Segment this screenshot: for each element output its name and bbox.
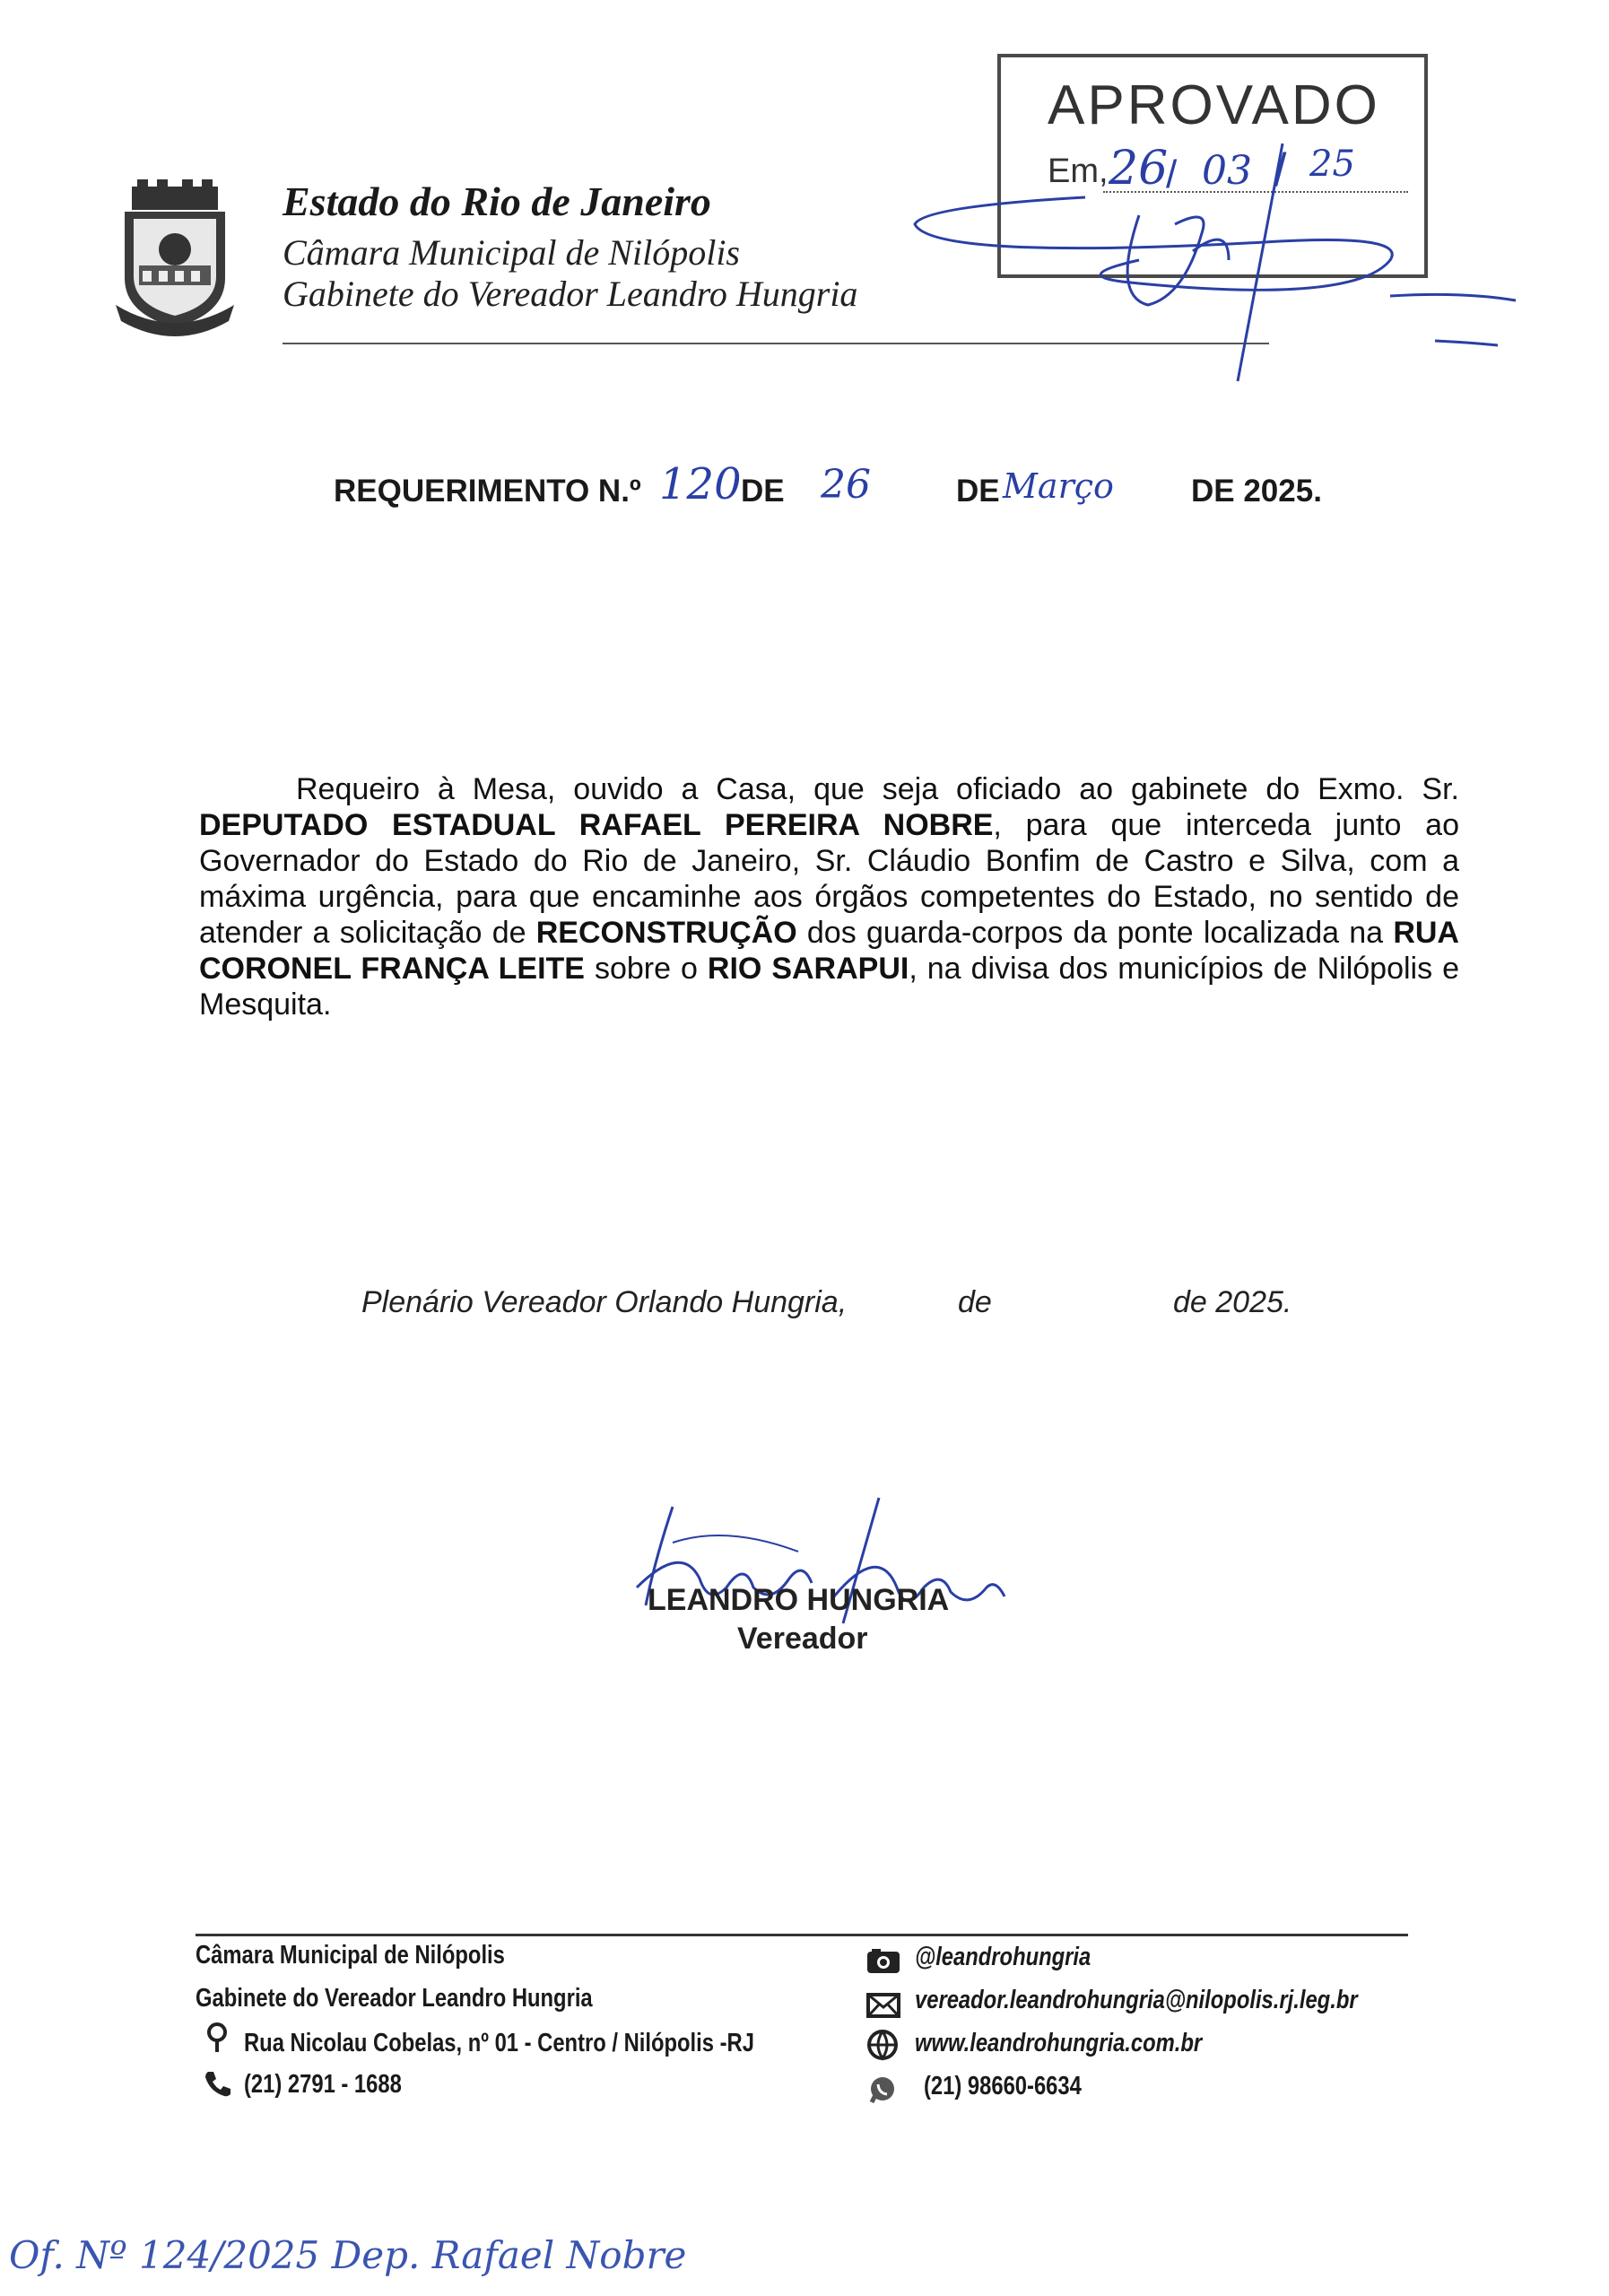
whatsapp-icon [868,2075,897,2109]
stamp-month: 03 [1202,148,1252,194]
closing-de-2: de 2025. [1173,1285,1292,1319]
phone-icon [203,2068,233,2103]
footer-chamber: Câmara Municipal de Nilópolis [196,1941,505,1970]
request-number: 120 [659,459,742,509]
location-pin-icon [203,2022,231,2058]
municipal-crest [112,179,238,336]
footer-website[interactable]: www.leandrohungria.com.br [915,2029,1203,2057]
footer-email[interactable]: vereador.leandrohungria@nilopolis.rj.leg.br [915,1986,1358,2014]
stamp-day: 26 [1109,142,1169,196]
closing-place: Plenário Vereador Orlando Hungria, [361,1285,848,1319]
request-year: DE 2025. [1191,474,1322,509]
email-icon [866,1993,900,2022]
deputy-name: DEPUTADO ESTADUAL RAFAEL PEREIRA NOBRE [199,808,994,842]
header-chamber: Câmara Municipal de Nilópolis [283,232,740,273]
stamp-title: APROVADO [1048,74,1380,136]
footer-divider [196,1934,1408,1936]
footer-instagram[interactable]: @leandrohungria [915,1943,1092,1971]
stamp-slash-1: / [1166,152,1178,196]
signer-name: LEANDRO HUNGRIA [648,1583,950,1617]
stamp-year: 25 [1309,144,1355,185]
street-name: RUA CORONEL FRANÇA LEITE [199,916,1459,986]
stamp-signature [906,126,1534,395]
closing-de-1: de [958,1285,992,1319]
request-de-1: DE [741,474,785,509]
footer-address: Rua Nicolau Cobelas, nº 01 - Centro / Nilópolis -RJ [244,2029,754,2057]
river-name: RIO SARAPUI [707,952,909,986]
request-month: Março [1003,466,1114,506]
globe-icon [866,2029,899,2066]
instagram-icon [866,1948,900,1979]
header-title: Estado do Rio de Janeiro [283,178,711,224]
stamp-slash-2: / [1274,144,1287,196]
footer-office: Gabinete do Vereador Leandro Hungria [196,1984,593,2013]
handwritten-office-note: Of. Nº 124/2025 Dep. Rafael Nobre [9,2233,687,2277]
stamp-date-label: Em, [1048,152,1109,190]
footer-whatsapp[interactable]: (21) 98660-6634 [924,2072,1082,2100]
request-de-2: DE [956,474,1000,509]
footer-phone: (21) 2791 - 1688 [244,2070,402,2099]
signer-role: Vereador [737,1622,868,1656]
request-label: REQUERIMENTO N.º [334,474,641,509]
request-day: 26 [821,462,871,508]
reconstruction-term: RECONSTRUÇÃO [535,916,797,950]
header-office: Gabinete do Vereador Leandro Hungria [283,274,858,314]
request-body: Requeiro à Mesa, ouvido a Casa, que seja oficiado ao gabinete do Exmo. Sr. DEPUTADO ESTADUAL RAFAEL PEREIRA NOBRE, para que interceda junto ao Governador do Estado do Rio de Janeiro, Sr. Cláudio Bonfim de Castro e Silva, com a máxima urgência, para que encaminhe aos órgãos competentes do Estado, no sentido de atender a solicitação de RECONSTRUÇÃO dos guarda-corpos da ponte localizada na RUA CORONEL FRANÇA LEITE sobre o RIO SARAPUI, na divisa dos municípios de Nilópolis e Mesquita. [199,772,1459,1022]
